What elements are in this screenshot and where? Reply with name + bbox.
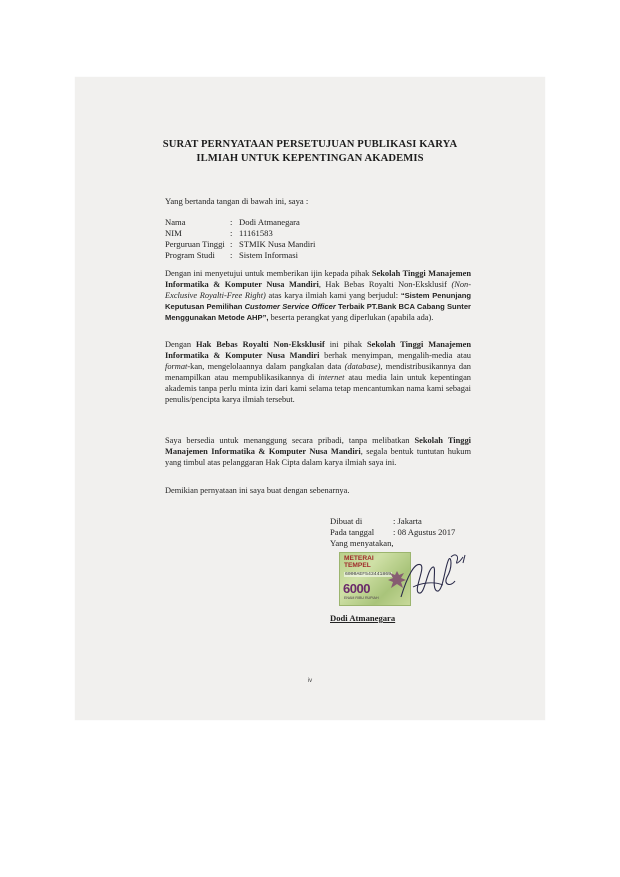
text-run: Saya bersedia untuk menanggung secara pribadi, tanpa melibatkan — [165, 436, 415, 445]
text-run: , mendistribusikannya dan menampilkan atau mempublikasikannya di — [165, 362, 471, 383]
field-separator: : — [230, 217, 233, 227]
field-label: Nama — [165, 217, 186, 227]
field-label: Perguruan Tinggi — [165, 239, 225, 249]
signer-name: Dodi Atmanegara — [330, 613, 396, 623]
text-run-italic: internet — [318, 373, 345, 383]
text-run: berhak menyimpan, mengalih-media atau — [319, 351, 471, 361]
thesis-title: “Sistem Penunjang Keputusan Pemilihan — [165, 291, 472, 312]
text-run: atau media lain untuk kepentingan akademis tanpa perlu minta izin dari kami selama tetap mencantumkan nama kami sebagai penulis/pencipta karya ilmiah tersebut. — [165, 373, 471, 405]
sign-closing: Yang menyatakan, — [330, 538, 394, 548]
stamp-sub: ENAM RIBU RUPIAH — [344, 596, 379, 600]
sign-value: : Jakarta — [393, 516, 422, 526]
field-label: NIM — [165, 228, 182, 238]
field-row-program-studi — [165, 250, 315, 261]
field-value: 11161583 — [239, 228, 273, 238]
thesis-title: Terbaik PT.Bank BCA Cabang Sunter Menggunakan Metode AHP”, — [165, 302, 472, 323]
stamp-value: 6000 — [343, 581, 370, 596]
sign-date-row — [330, 527, 455, 538]
field-separator: : — [230, 250, 233, 260]
text-run-bold: Hak Bebas Royalti Non-Eksklusif — [195, 340, 325, 349]
paragraph-consent — [165, 268, 471, 323]
text-run-italic: (Non-Exclusive Royalti-Free Right) — [165, 280, 471, 301]
signature-block — [330, 516, 455, 549]
intro-text: Yang bertanda tangan di bawah ini, saya : — [165, 196, 309, 206]
stamp-title: METERAI TEMPEL — [344, 555, 374, 569]
field-separator: : — [230, 228, 233, 238]
sign-label: Dibuat di — [330, 516, 363, 526]
stamp-code: 6000AEF543441869 — [345, 572, 392, 577]
field-value: STMIK Nusa Mandiri — [239, 239, 316, 249]
institution-name: Sekolah Tinggi Manajemen Informatika & Komputer Nusa Mandiri — [165, 436, 471, 457]
paragraph-liability — [165, 435, 471, 468]
field-label: Program Studi — [165, 250, 215, 260]
field-row-nim — [165, 228, 315, 239]
title-line-2: ILMIAH UNTUK KEPENTINGAN AKADEMIS — [196, 153, 424, 164]
field-value: Dodi Atmanegara — [239, 217, 300, 227]
field-row-nama — [165, 217, 315, 228]
field-row-perguruan-tinggi — [165, 239, 315, 250]
paragraph-closing: Demikian pernyataan ini saya buat dengan sebenarnya. — [165, 486, 350, 495]
handwritten-signature — [393, 547, 473, 607]
scanned-page — [75, 77, 545, 720]
identity-fields — [165, 217, 315, 261]
sign-label: Pada tanggal — [330, 527, 375, 537]
text-run: beserta perangkat yang diperlukan (apabila ada). — [268, 313, 434, 323]
sign-value: : 08 Agustus 2017 — [393, 527, 456, 537]
text-run: atas karya ilmiah kami yang berjudul: — [265, 291, 401, 301]
text-run-italic: format — [165, 362, 188, 372]
sign-place-row — [330, 516, 455, 527]
text-run: -kan, mengelolaannya dalam pangkalan data — [187, 362, 345, 372]
title-line-1: SURAT PERNYATAAN PERSETUJUAN PUBLIKASI KARYA — [162, 139, 458, 150]
thesis-title-italic: Customer Service Officer — [244, 302, 336, 312]
text-run: Dengan ini menyetujui untuk memberikan ijin kepada pihak — [165, 269, 372, 278]
text-run: , Hak Bebas Royalti Non-Eksklusif — [318, 280, 452, 290]
field-value: Sistem Informasi — [239, 250, 298, 260]
institution-name: Sekolah Tinggi Manajemen Informatika & Komputer Nusa Mandiri — [165, 340, 471, 361]
institution-name: Sekolah Tinggi Manajemen Informatika & Komputer Nusa Mandiri — [165, 269, 471, 290]
document-title — [75, 138, 545, 166]
text-run-italic: (database) — [344, 362, 381, 372]
page-number: iv — [307, 678, 313, 684]
text-run: , segala bentuk tuntutan hukum yang timbul atas pelanggaran Hak Cipta dalam karya ilmiah saya ini. — [165, 447, 471, 468]
text-run: ini pihak — [324, 340, 367, 349]
paragraph-rights — [165, 339, 471, 406]
text-run: Dengan — [165, 340, 196, 349]
field-separator: : — [230, 239, 233, 249]
